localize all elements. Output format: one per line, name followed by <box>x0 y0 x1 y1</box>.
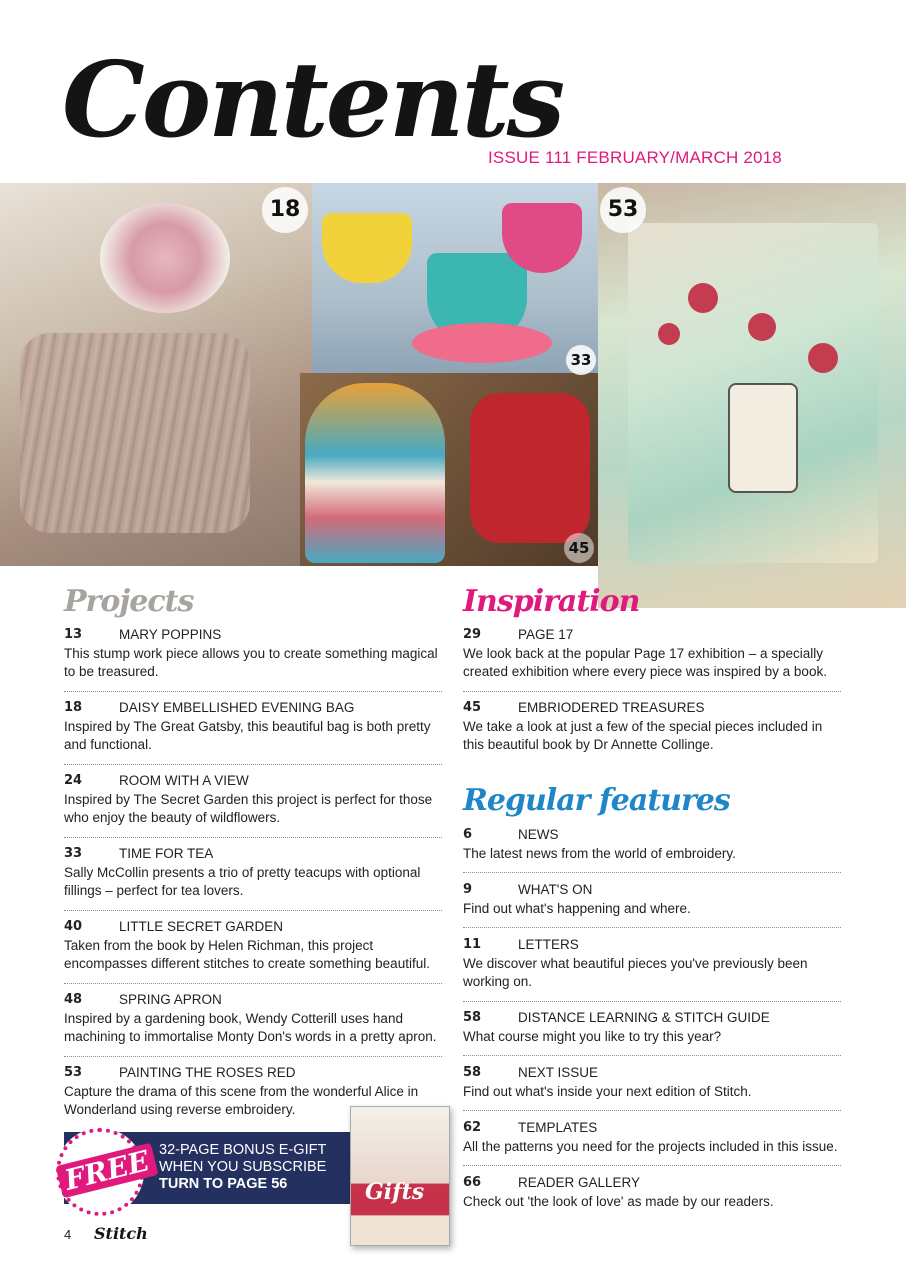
feature-title: WHAT'S ON <box>518 882 593 897</box>
list-item[interactable] <box>64 845 442 911</box>
page-badge: 33 <box>566 345 596 375</box>
list-item[interactable] <box>64 626 442 692</box>
page-number: 33 <box>64 846 83 861</box>
list-item[interactable] <box>463 626 841 692</box>
photo-teacups <box>312 183 598 373</box>
photo-evening-bag <box>0 183 312 566</box>
free-label: FREE <box>55 1143 158 1199</box>
list-item[interactable] <box>463 1009 841 1056</box>
promo-line-1: 32-PAGE BONUS E-GIFT <box>159 1142 327 1158</box>
page-number: 18 <box>64 700 83 715</box>
regular-features-heading: Regular features <box>463 783 730 818</box>
footer-brand: Stitch <box>94 1224 148 1243</box>
feature-title: NEWS <box>518 827 559 842</box>
page-number: 58 <box>463 1010 482 1025</box>
page-number: 11 <box>463 937 482 952</box>
page-number: 13 <box>64 627 83 642</box>
feature-description: We discover what beautiful pieces you've previously been working on. <box>463 955 808 989</box>
feature-title: READER GALLERY <box>518 1175 641 1190</box>
page-number: 24 <box>64 773 83 788</box>
feature-title: PAINTING THE ROSES RED <box>119 1065 296 1080</box>
page-badge: 53 <box>600 187 646 233</box>
list-item[interactable] <box>64 699 442 765</box>
page-number: 45 <box>463 700 482 715</box>
feature-title: TIME FOR TEA <box>119 846 214 861</box>
feature-description: Inspired by The Great Gatsby, this beautiful bag is both pretty and functional. <box>64 718 431 752</box>
feature-description: The latest news from the world of embroidery. <box>463 845 736 861</box>
feature-title: DISTANCE LEARNING & STITCH GUIDE <box>518 1010 770 1025</box>
feature-description: Capture the drama of this scene from the wonderful Alice in Wonderland using reverse embroidery. <box>64 1083 419 1117</box>
gift-magazine-cover <box>350 1106 450 1246</box>
projects-heading: Projects <box>64 584 194 619</box>
promo-line-2: WHEN YOU SUBSCRIBE <box>159 1159 327 1175</box>
page-number: 48 <box>64 992 83 1007</box>
issue-line: ISSUE 111 FEBRUARY/MARCH 2018 <box>488 148 782 167</box>
feature-description: Check out 'the look of love' as made by our readers. <box>463 1193 774 1209</box>
list-item[interactable] <box>463 936 841 1002</box>
page-number: 40 <box>64 919 83 934</box>
feature-description: We take a look at just a few of the special pieces included in this beautiful book by Dr Annette Collinge. <box>463 718 823 752</box>
list-item[interactable] <box>463 699 841 755</box>
feature-title: ROOM WITH A VIEW <box>119 773 249 788</box>
feature-title: PAGE 17 <box>518 627 574 642</box>
feature-title: EMBRIODERED TREASURES <box>518 700 705 715</box>
page-number: 53 <box>64 1065 83 1080</box>
feature-description: All the patterns you need for the projects included in this issue. <box>463 1138 838 1154</box>
feature-description: We look back at the popular Page 17 exhibition – a specially created exhibition where every piece was inspired by a book. <box>463 645 827 679</box>
promo-line-3: TURN TO PAGE 56 <box>159 1176 288 1192</box>
feature-description: Inspired by The Secret Garden this project is perfect for those who enjoy the beauty of wildflowers. <box>64 791 433 825</box>
list-item[interactable] <box>463 1064 841 1111</box>
photo-knitted-pieces <box>300 351 605 566</box>
list-item[interactable] <box>463 1119 841 1166</box>
photo-alice-embroidery <box>598 183 906 608</box>
feature-title: NEXT ISSUE <box>518 1065 599 1080</box>
list-item[interactable] <box>463 826 841 873</box>
page-title: Contents <box>62 38 563 161</box>
feature-title: LETTERS <box>518 937 579 952</box>
page-number: 29 <box>463 627 482 642</box>
feature-description: Inspired by a gardening book, Wendy Cotterill uses hand machining to immortalise Monty Don's words in a pretty apron. <box>64 1010 437 1044</box>
feature-title: MARY POPPINS <box>119 627 222 642</box>
list-item[interactable] <box>64 918 442 984</box>
feature-title: LITTLE SECRET GARDEN <box>119 919 284 934</box>
feature-description: Find out what's happening and where. <box>463 900 691 916</box>
feature-description: This stump work piece allows you to create something magical to be treasured. <box>64 645 438 679</box>
page-number: 9 <box>463 882 473 897</box>
free-badge <box>56 1128 153 1216</box>
page-number: 62 <box>463 1120 482 1135</box>
feature-title: DAISY EMBELLISHED EVENING BAG <box>119 700 355 715</box>
feature-description: Sally McCollin presents a trio of pretty teacups with optional fillings – perfect for tea lovers. <box>64 864 421 898</box>
magazine-title: Gifts <box>365 1179 425 1205</box>
page-number: 58 <box>463 1065 482 1080</box>
inspiration-heading: Inspiration <box>463 584 640 619</box>
feature-description: Taken from the book by Helen Richman, this project encompasses different stitches to create something beautiful. <box>64 937 430 971</box>
feature-title: TEMPLATES <box>518 1120 598 1135</box>
page-badge: 45 <box>564 533 594 563</box>
list-item[interactable] <box>64 991 442 1057</box>
list-item[interactable] <box>463 1174 841 1211</box>
page-number: 6 <box>463 827 473 842</box>
feature-description: Find out what's inside your next edition of Stitch. <box>463 1083 752 1099</box>
page-badge: 18 <box>262 187 308 233</box>
feature-title: SPRING APRON <box>119 992 222 1007</box>
feature-description: What course might you like to try this year? <box>463 1028 722 1044</box>
page-number: 66 <box>463 1175 482 1190</box>
footer-page-number: 4 <box>64 1227 72 1242</box>
list-item[interactable] <box>463 881 841 928</box>
list-item[interactable] <box>64 772 442 838</box>
